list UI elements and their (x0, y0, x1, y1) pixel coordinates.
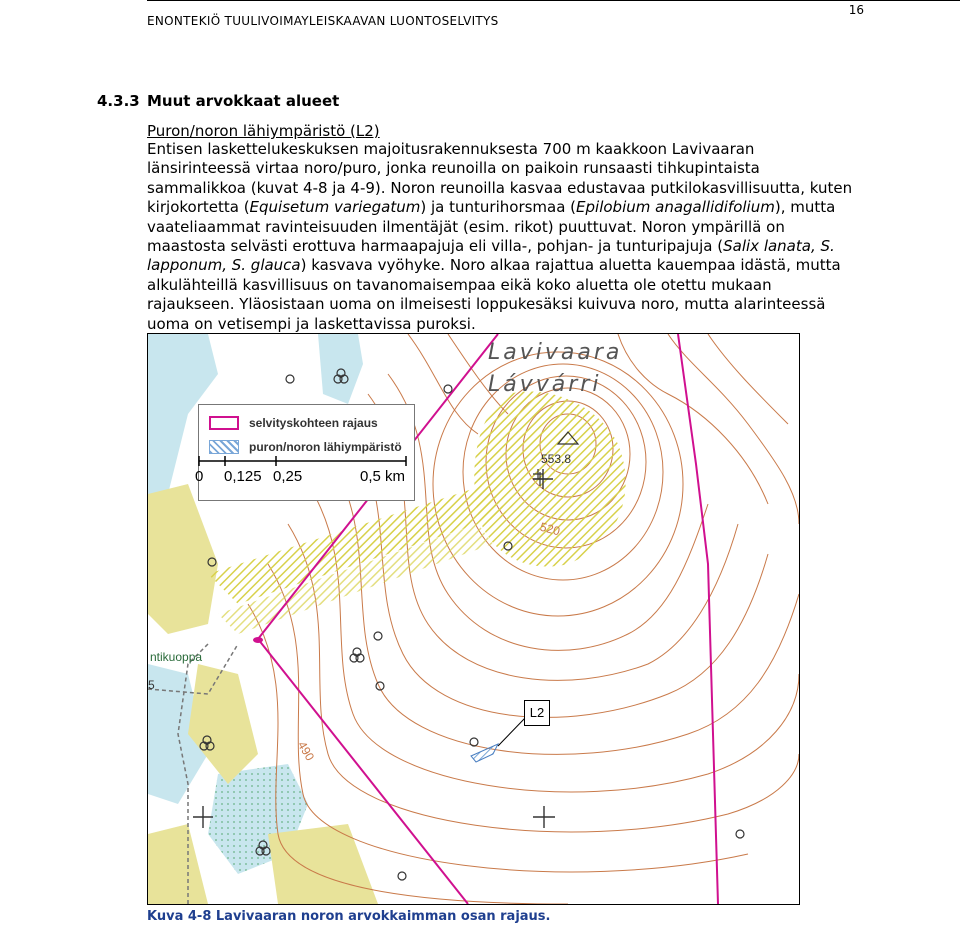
area-label-l2: L2 (524, 700, 550, 726)
boundary-vertex (253, 637, 263, 643)
place-name-sami: Lávvárri (488, 372, 602, 397)
running-title: ENONTEKIÖ TUULIVOIMAYLEISKAAVAN LUONTOSELVITYS (147, 14, 499, 28)
section-number: 4.3.3 (97, 92, 140, 110)
summit-elevation: 553.8 (541, 452, 572, 466)
boundary-swatch (209, 416, 239, 430)
scale-tick-label: 0,125 (224, 468, 262, 485)
map-place-label: ntikuoppa (150, 650, 203, 664)
legend-label: puron/noron lähiympäristö (249, 440, 402, 454)
topographic-map (147, 333, 800, 905)
contour-label: 490 (294, 738, 318, 764)
section-heading (97, 92, 339, 110)
body-paragraph (147, 140, 855, 334)
section-title: Muut arvokkaat alueet (147, 92, 340, 110)
scale-tick-label: 0,25 (273, 468, 303, 485)
subsection-title: Puron/noron lähiympäristö (L2) (147, 122, 380, 140)
legend-label: selvityskohteen rajaus (249, 416, 378, 430)
area-swatch (209, 440, 239, 454)
page-number: 16 (848, 3, 864, 17)
body-text-1: Entisen laskettelukeskuksen majoitusrakennuksesta 700 m kaakkoon Lavivaaran länsirinteessä virtaa noro/puro, jonka reunoilla on paikoin runsaasti tihkupintaista sammalikkoa (kuvat 4-8 ja 4-9). Noron reunoilla kasvaa edustavaa putkilokasvillisuutta, kuten kirjokortetta ( (147, 140, 853, 217)
header-rule (147, 0, 960, 1)
body-text-3: ), mutta vaateliaammat ravinteisuuden ilmentäjät (esim. rikot) puuttuvat. Noron ympärillä on maastosta selvästi erottuva harmaapajuja eli villa-, pohjan- ja tunturipajuja ( (147, 198, 836, 256)
species-name-2: Epilobium anagallidifolium (576, 198, 775, 217)
figure-caption: Kuva 4-8 Lavivaaran noron arvokkaimman osan rajaus. (147, 909, 551, 924)
scale-tick-label: 0 (195, 468, 204, 485)
scale-tick-label: 0,5 km (360, 468, 406, 485)
body-text-4: ) kasvava vyöhyke. Noro alkaa rajattua aluetta kauempaa idästä, mutta alkulähteillä kasvillisuus on tavanomaisempaa eikä koko aluetta ole otettu mukaan rajaukseen. Yläosistaan uoma on ilmeisesti loppukesäksi kuivuva noro, mutta alarinteessä uoma on vetisempi ja laskettavissa puroksi. (147, 256, 841, 333)
body-text-2: ) ja tunturihorsmaa ( (420, 198, 577, 217)
contour-label: 520 (538, 519, 562, 539)
species-name-3: Salix lanata, S. lapponum, S. glauca (147, 237, 835, 275)
map-place-label: 5 (148, 678, 155, 692)
place-name-finnish: Lavivaara (488, 340, 623, 365)
species-name-1: Equisetum variegatum (249, 198, 421, 217)
